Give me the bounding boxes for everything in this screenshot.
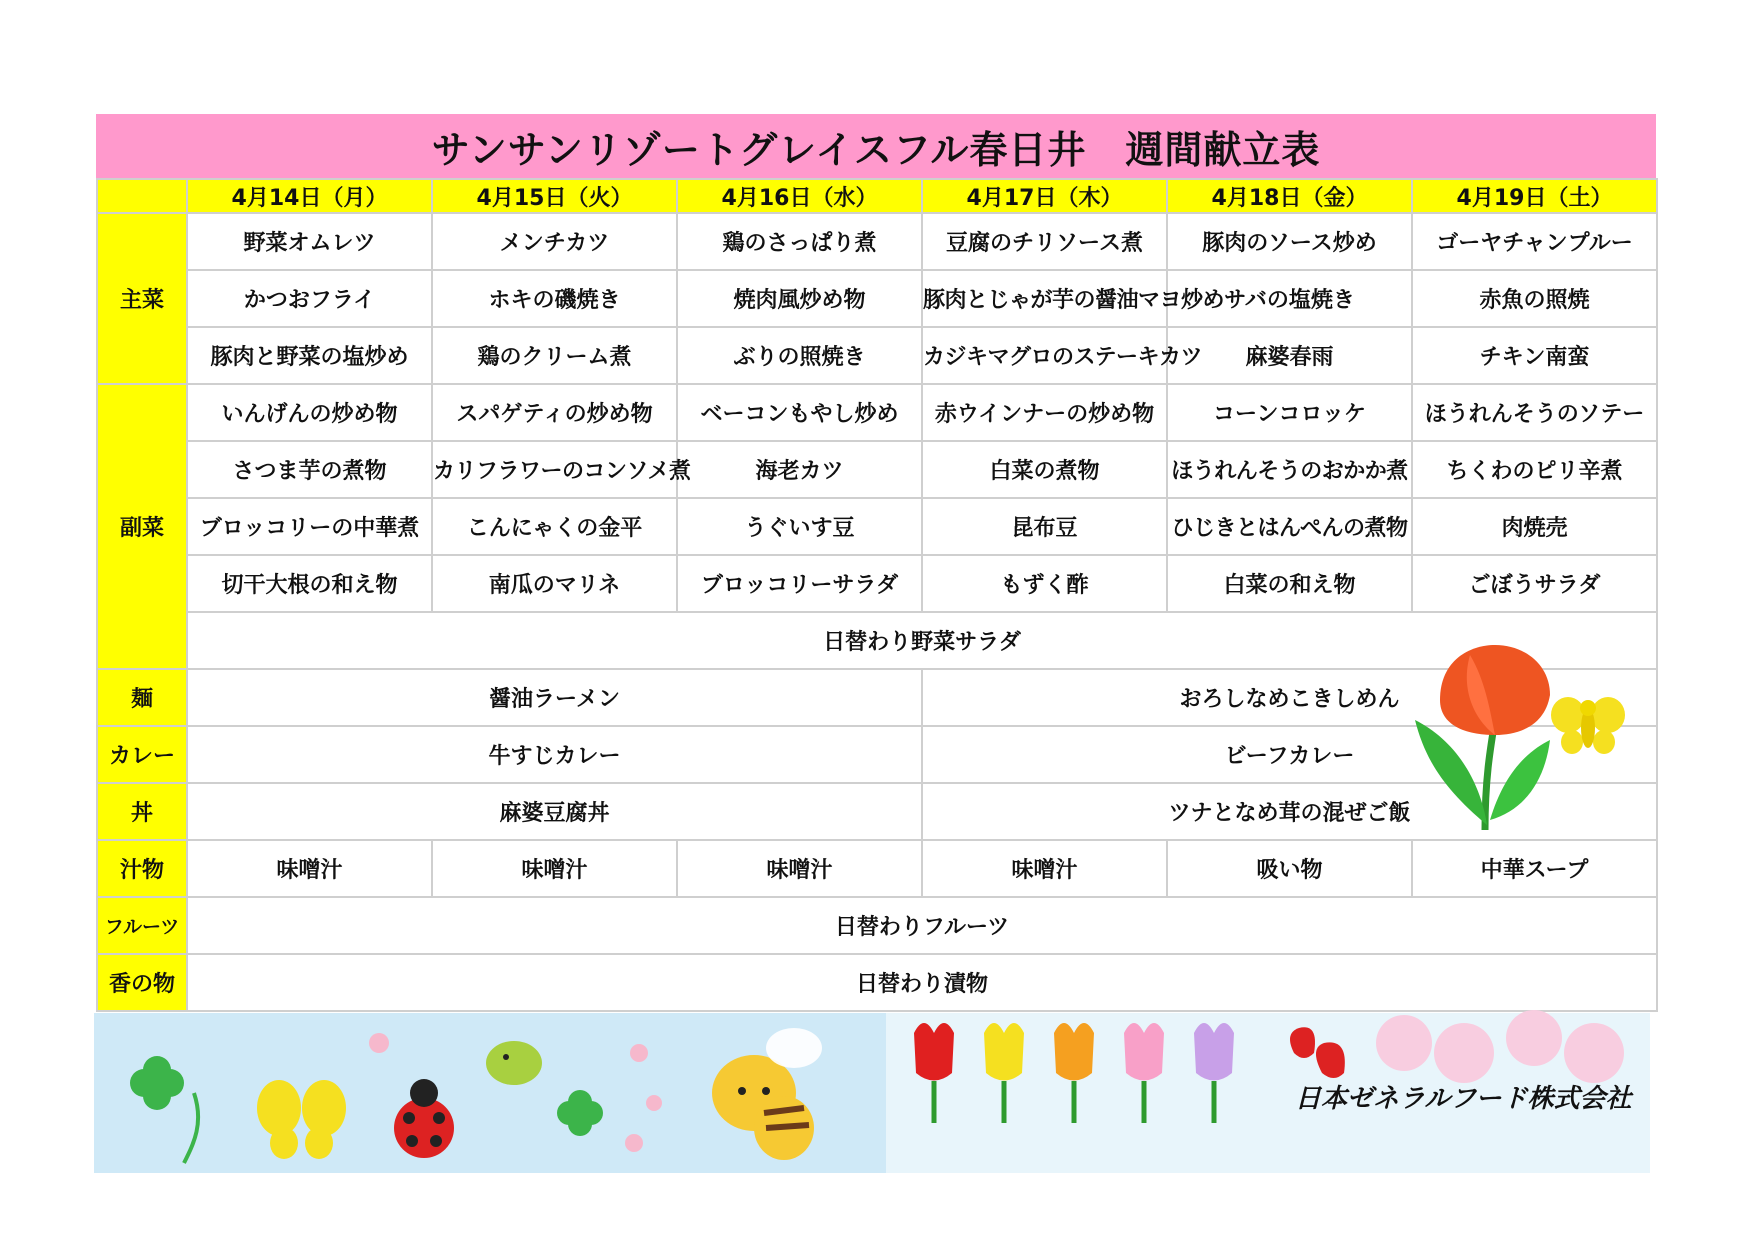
- category-fruit: フルーツ: [97, 897, 187, 954]
- menu-cell: かつおフライ: [187, 270, 432, 327]
- menu-cell: 醤油ラーメン: [187, 669, 922, 726]
- menu-cell: サバの塩焼き: [1167, 270, 1412, 327]
- day-header: 4月17日（木）: [922, 179, 1167, 213]
- menu-cell: 海老カツ: [677, 441, 922, 498]
- table-row: [97, 270, 1657, 327]
- table-row: [97, 327, 1657, 384]
- menu-cell: メンチカツ: [432, 213, 677, 270]
- menu-cell: 昆布豆: [922, 498, 1167, 555]
- menu-cell: 味噌汁: [187, 840, 432, 897]
- weekly-menu-table: [96, 178, 1658, 1012]
- table-row: [97, 897, 1657, 954]
- menu-cell: 中華スープ: [1412, 840, 1657, 897]
- menu-cell: さつま芋の煮物: [187, 441, 432, 498]
- menu-cell: 肉焼売: [1412, 498, 1657, 555]
- menu-cell: 鶏のクリーム煮: [432, 327, 677, 384]
- menu-cell: 麻婆春雨: [1167, 327, 1412, 384]
- page-title: サンサンリゾートグレイスフル春日井 週間献立表: [96, 114, 1656, 178]
- day-header: 4月15日（火）: [432, 179, 677, 213]
- menu-cell: 豚肉とじゃが芋の醤油マヨ炒め: [922, 270, 1167, 327]
- day-header: 4月16日（水）: [677, 179, 922, 213]
- menu-cell: 焼肉風炒め物: [677, 270, 922, 327]
- menu-cell: 麻婆豆腐丼: [187, 783, 922, 840]
- menu-cell: 野菜オムレツ: [187, 213, 432, 270]
- menu-cell: ほうれんそうのおかか煮: [1167, 441, 1412, 498]
- menu-cell: 白菜の煮物: [922, 441, 1167, 498]
- menu-cell: 豚肉のソース炒め: [1167, 213, 1412, 270]
- menu-cell: カジキマグロのステーキカツ: [922, 327, 1167, 384]
- menu-cell: 白菜の和え物: [1167, 555, 1412, 612]
- menu-cell: もずく酢: [922, 555, 1167, 612]
- table-row: [97, 441, 1657, 498]
- category-donburi: 丼: [97, 783, 187, 840]
- menu-cell: ツナとなめ茸の混ぜご飯: [922, 783, 1657, 840]
- butterfly-illustration: [1548, 690, 1628, 760]
- menu-cell: 赤ウインナーの炒め物: [922, 384, 1167, 441]
- table-row: [97, 555, 1657, 612]
- menu-sheet: [96, 114, 1656, 1012]
- menu-cell: いんげんの炒め物: [187, 384, 432, 441]
- menu-cell: 味噌汁: [677, 840, 922, 897]
- menu-cell: 豆腐のチリソース煮: [922, 213, 1167, 270]
- table-row: [97, 498, 1657, 555]
- menu-cell: 牛すじカレー: [187, 726, 922, 783]
- menu-cell: ゴーヤチャンプルー: [1412, 213, 1657, 270]
- category-curry: カレー: [97, 726, 187, 783]
- menu-cell: ほうれんそうのソテー: [1412, 384, 1657, 441]
- day-header: 4月19日（土）: [1412, 179, 1657, 213]
- menu-cell: ブロッコリーの中華煮: [187, 498, 432, 555]
- category-soup: 汁物: [97, 840, 187, 897]
- menu-cell: 日替わりフルーツ: [187, 897, 1657, 954]
- menu-cell: ひじきとはんぺんの煮物: [1167, 498, 1412, 555]
- menu-cell: こんにゃくの金平: [432, 498, 677, 555]
- company-name: 日本ゼネラルフード株式会社: [1295, 1084, 1632, 1114]
- day-header: 4月14日（月）: [187, 179, 432, 213]
- menu-cell: ちくわのピリ辛煮: [1412, 441, 1657, 498]
- menu-cell: おろしなめこきしめん: [922, 669, 1657, 726]
- menu-cell: ブロッコリーサラダ: [677, 555, 922, 612]
- side-daily-salad: 日替わり野菜サラダ: [187, 612, 1657, 669]
- menu-cell: コーンコロッケ: [1167, 384, 1412, 441]
- table-row: [97, 213, 1657, 270]
- header-corner: [97, 179, 187, 213]
- menu-cell: チキン南蛮: [1412, 327, 1657, 384]
- menu-cell: うぐいす豆: [677, 498, 922, 555]
- category-noodle: 麺: [97, 669, 187, 726]
- menu-cell: ホキの磯焼き: [432, 270, 677, 327]
- menu-cell: ベーコンもやし炒め: [677, 384, 922, 441]
- menu-cell: 切干大根の和え物: [187, 555, 432, 612]
- menu-cell: スパゲティの炒め物: [432, 384, 677, 441]
- date-header-row: [97, 179, 1657, 213]
- menu-cell: 豚肉と野菜の塩炒め: [187, 327, 432, 384]
- menu-cell: ぶりの照焼き: [677, 327, 922, 384]
- menu-cell: 味噌汁: [922, 840, 1167, 897]
- menu-cell: 鶏のさっぱり煮: [677, 213, 922, 270]
- menu-cell: ごぼうサラダ: [1412, 555, 1657, 612]
- menu-cell: カリフラワーのコンソメ煮: [432, 441, 677, 498]
- category-pickles: 香の物: [97, 954, 187, 1011]
- menu-cell: 南瓜のマリネ: [432, 555, 677, 612]
- menu-cell: 吸い物: [1167, 840, 1412, 897]
- menu-cell: ビーフカレー: [922, 726, 1657, 783]
- menu-cell: 赤魚の照焼: [1412, 270, 1657, 327]
- category-side: 副菜: [97, 384, 187, 669]
- menu-cell: 味噌汁: [432, 840, 677, 897]
- table-row: [97, 384, 1657, 441]
- menu-cell: 日替わり漬物: [187, 954, 1657, 1011]
- day-header: 4月18日（金）: [1167, 179, 1412, 213]
- table-row: [97, 954, 1657, 1011]
- table-row: [97, 840, 1657, 897]
- category-main: 主菜: [97, 213, 187, 384]
